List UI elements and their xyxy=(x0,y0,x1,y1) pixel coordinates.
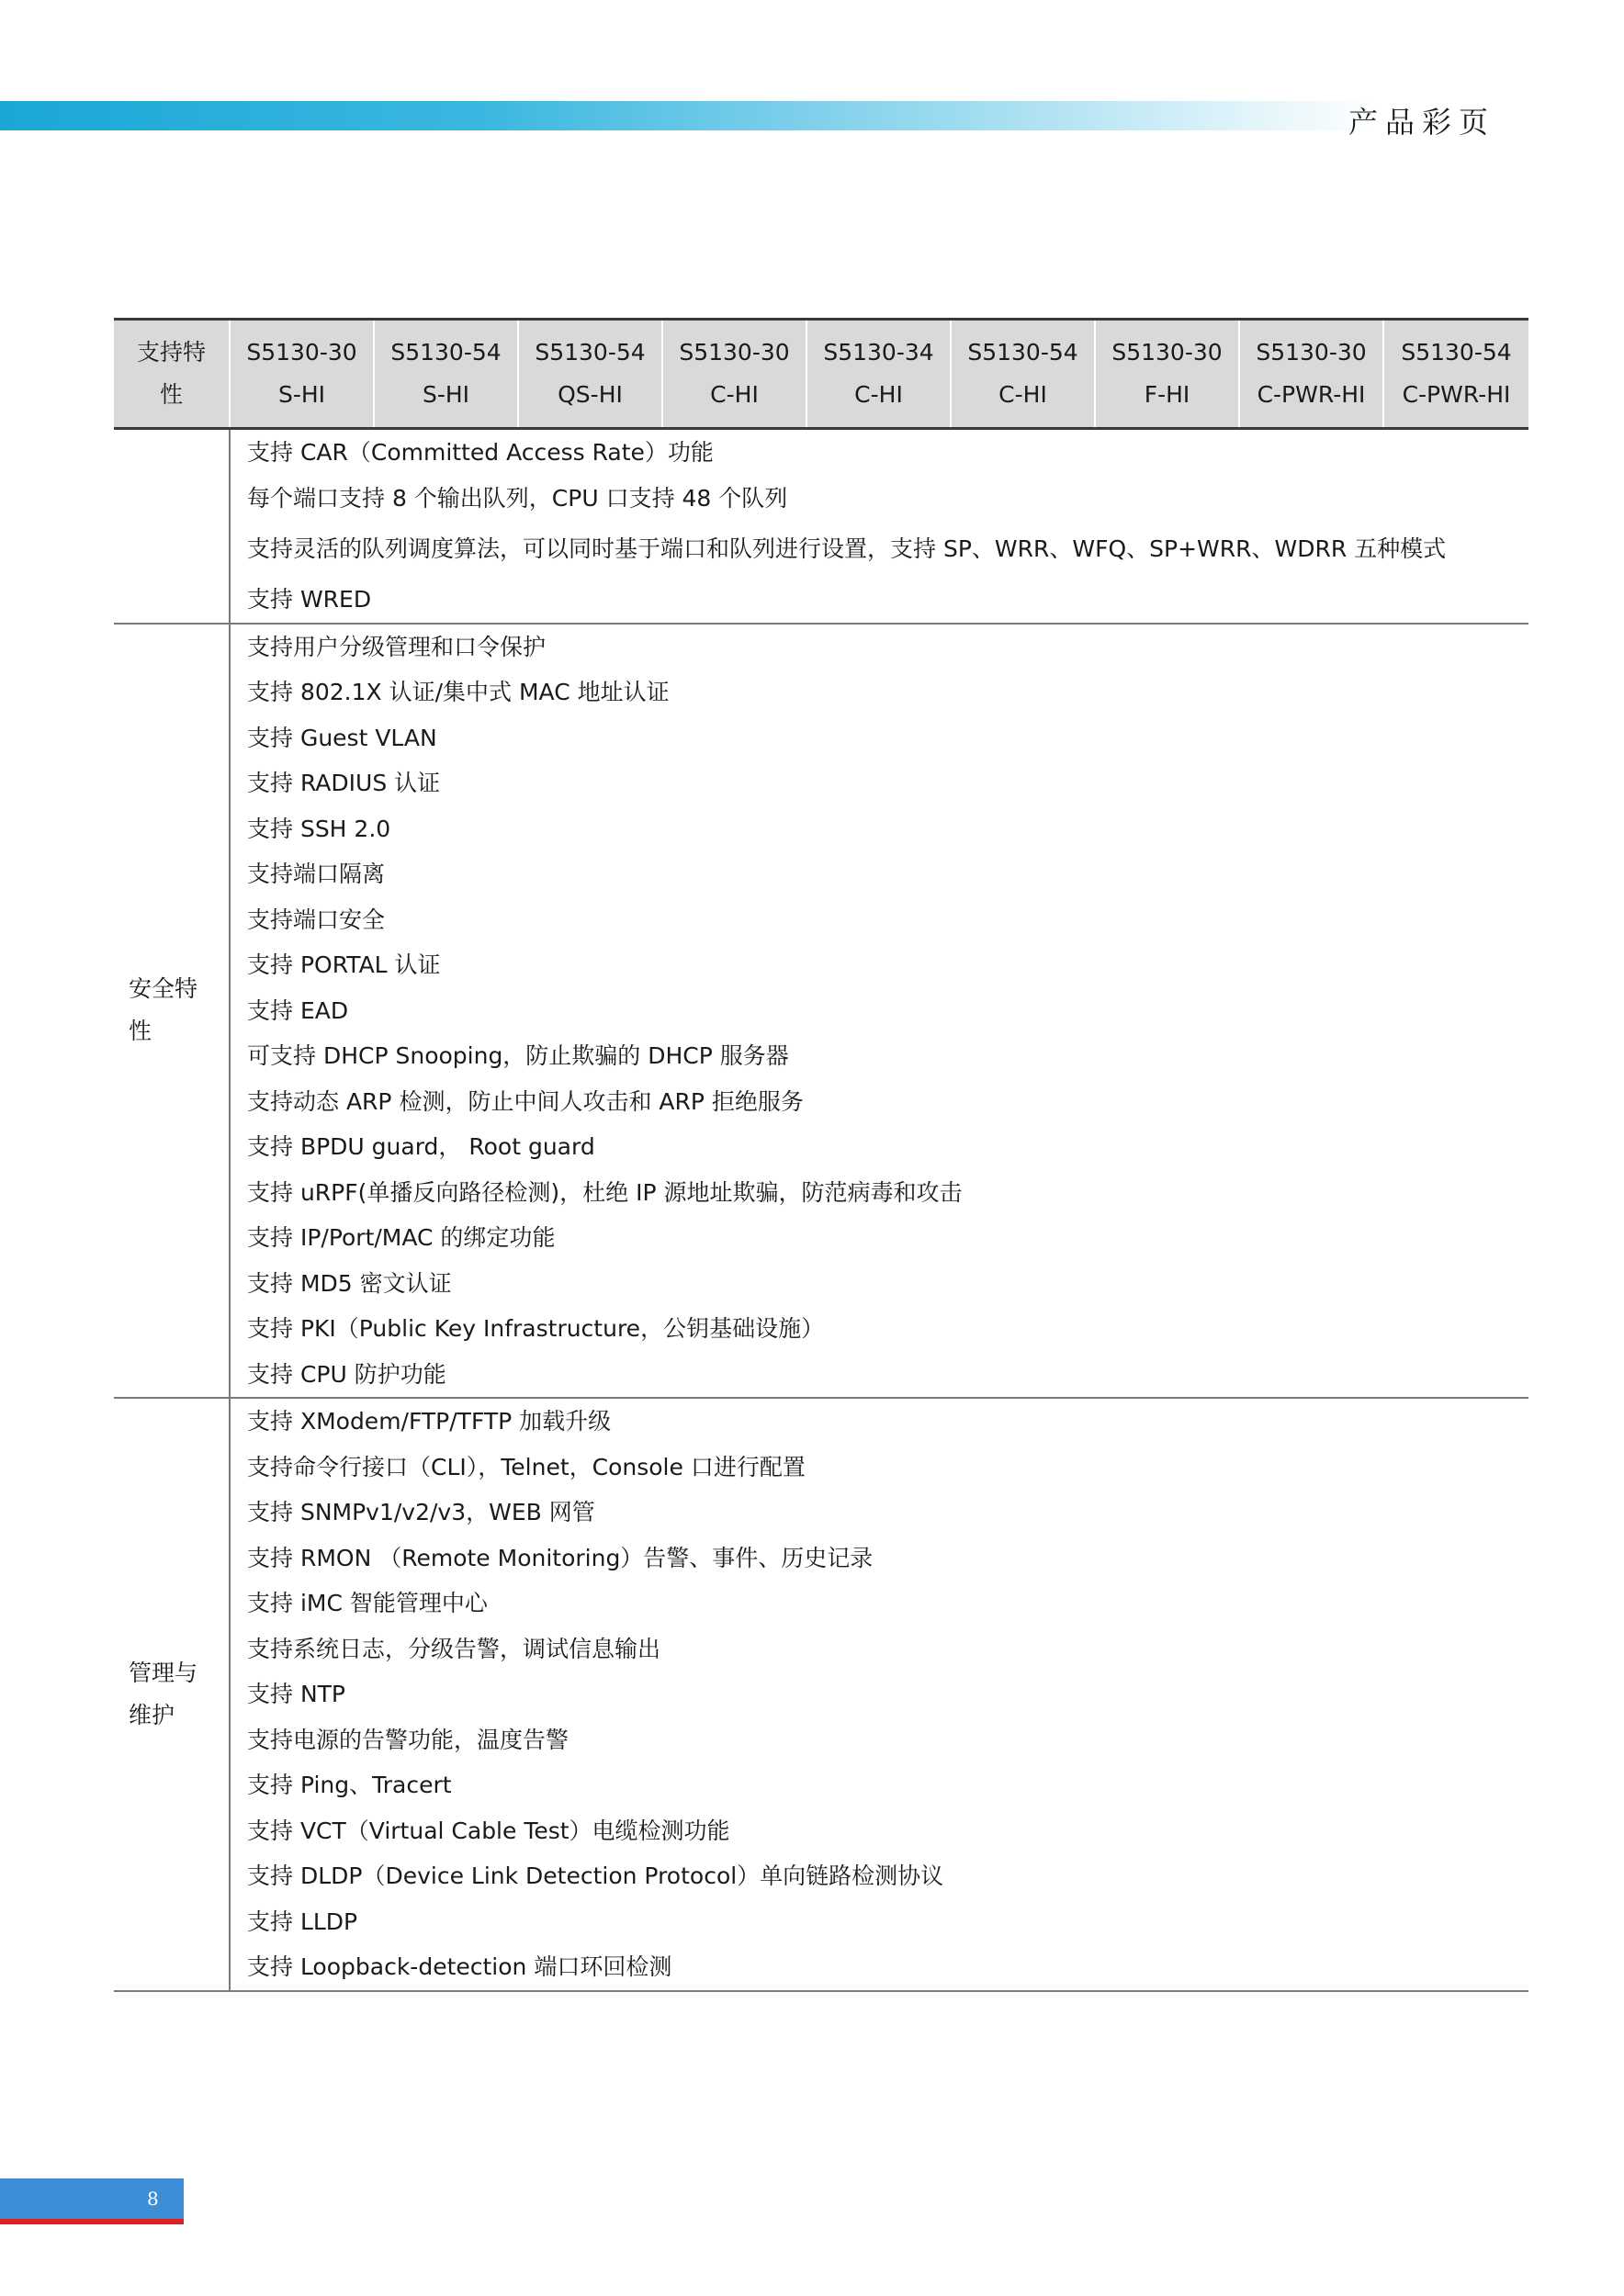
feature-item: 支持动态 ARP 检测，防止中间人攻击和 ARP 拒绝服务 xyxy=(247,1087,804,1115)
header-cell-model: S5130-30 C-HI xyxy=(662,320,806,429)
feature-item: 支持 CAR（Committed Access Rate）功能 xyxy=(247,439,714,466)
header-cell-model: S5130-30 C-PWR-HI xyxy=(1239,320,1383,429)
feature-item: 支持 DLDP（Device Link Detection Protocol）单向链路检测协议 xyxy=(247,1863,944,1889)
spec-table-header xyxy=(114,320,1528,429)
feature-item: 支持 uRPF(单播反向路径检测)，杜绝 IP 源地址欺骗，防范病毒和攻击 xyxy=(247,1178,963,1206)
feature-item: 支持灵活的队列调度算法，可以同时基于端口和队列进行设置，支持 SP、WRR、WFQ、SP+WRR、WDRR 五种模式 xyxy=(247,535,1447,562)
feature-item: 支持 VCT（Virtual Cable Test）电缆检测功能 xyxy=(247,1817,730,1844)
header-cell-model: S5130-54 QS-HI xyxy=(518,320,662,429)
table-row xyxy=(114,624,1528,1399)
page-number: 8 xyxy=(147,2188,159,2210)
feature-item: 支持 Ping、Tracert xyxy=(247,1772,452,1798)
header-cell-model: S5130-30 F-HI xyxy=(1095,320,1239,429)
feature-cell xyxy=(230,1398,1528,1991)
header-cell-model: S5130-54 C-PWR-HI xyxy=(1383,320,1528,429)
feature-cell xyxy=(230,624,1528,1399)
feature-item: 支持 SSH 2.0 xyxy=(247,815,391,842)
feature-item: 支持用户分级管理和口令保护 xyxy=(247,633,547,660)
feature-item: 支持 802.1X 认证/集中式 MAC 地址认证 xyxy=(247,679,670,705)
feature-item: 支持 RMON （Remote Monitoring）告警、事件、历史记录 xyxy=(247,1544,874,1571)
header-cell-model: S5130-54 S-HI xyxy=(374,320,518,429)
header-row xyxy=(114,320,1528,429)
category-cell: 安全特 性 xyxy=(114,624,230,1399)
feature-item: 支持命令行接口（CLI），Telnet，Console 口进行配置 xyxy=(247,1453,806,1480)
feature-item: 支持 NTP xyxy=(247,1681,345,1707)
page-header-title: 产品彩页 xyxy=(1348,105,1496,140)
feature-item: 支持 Loopback-detection 端口环回检测 xyxy=(247,1953,672,1980)
header-gradient-bar xyxy=(0,101,1378,130)
feature-item: 支持 IP/Port/MAC 的绑定功能 xyxy=(247,1224,556,1251)
feature-item: 支持 BPDU guard， Root guard xyxy=(247,1133,595,1160)
table-row xyxy=(114,1398,1528,1991)
feature-item: 每个端口支持 8 个输出队列，CPU 口支持 48 个队列 xyxy=(247,484,788,512)
category-cell xyxy=(114,429,230,624)
feature-item: 支持端口安全 xyxy=(247,906,386,933)
header-cell-model: S5130-54 C-HI xyxy=(951,320,1095,429)
feature-item: 支持 LLDP xyxy=(247,1908,358,1935)
feature-item: 支持 SNMPv1/v2/v3，WEB 网管 xyxy=(247,1499,595,1525)
feature-item: 支持 PORTAL 认证 xyxy=(247,951,441,978)
header-cell-model: S5130-30 S-HI xyxy=(230,320,374,429)
category-cell: 管理与 维护 xyxy=(114,1398,230,1991)
spec-table xyxy=(114,318,1528,1992)
feature-item: 支持端口隔离 xyxy=(247,861,386,887)
feature-item: 支持 RADIUS 认证 xyxy=(247,770,441,796)
feature-item: 支持电源的告警功能，温度告警 xyxy=(247,1726,570,1753)
feature-cell xyxy=(230,429,1528,624)
feature-item: 支持 PKI（Public Key Infrastructure，公钥基础设施） xyxy=(247,1315,825,1342)
feature-item: 支持 EAD xyxy=(247,996,349,1024)
table-row xyxy=(114,429,1528,624)
feature-item: 支持 CPU 防护功能 xyxy=(247,1360,446,1388)
feature-item: 支持 Guest VLAN xyxy=(247,724,437,751)
feature-item: 支持 MD5 密文认证 xyxy=(247,1269,452,1297)
feature-item: 支持 XModem/FTP/TFTP 加载升级 xyxy=(247,1408,612,1435)
header-cell-model: S5130-34 C-HI xyxy=(806,320,951,429)
header-cell-feature: 支持特 性 xyxy=(114,320,230,429)
spec-table-body xyxy=(114,429,1528,1991)
feature-item: 支持系统日志，分级告警，调试信息输出 xyxy=(247,1635,661,1662)
feature-item: 可支持 DHCP Snooping，防止欺骗的 DHCP 服务器 xyxy=(247,1042,789,1069)
feature-item: 支持 WRED xyxy=(247,586,372,613)
feature-item: 支持 iMC 智能管理中心 xyxy=(247,1590,488,1616)
